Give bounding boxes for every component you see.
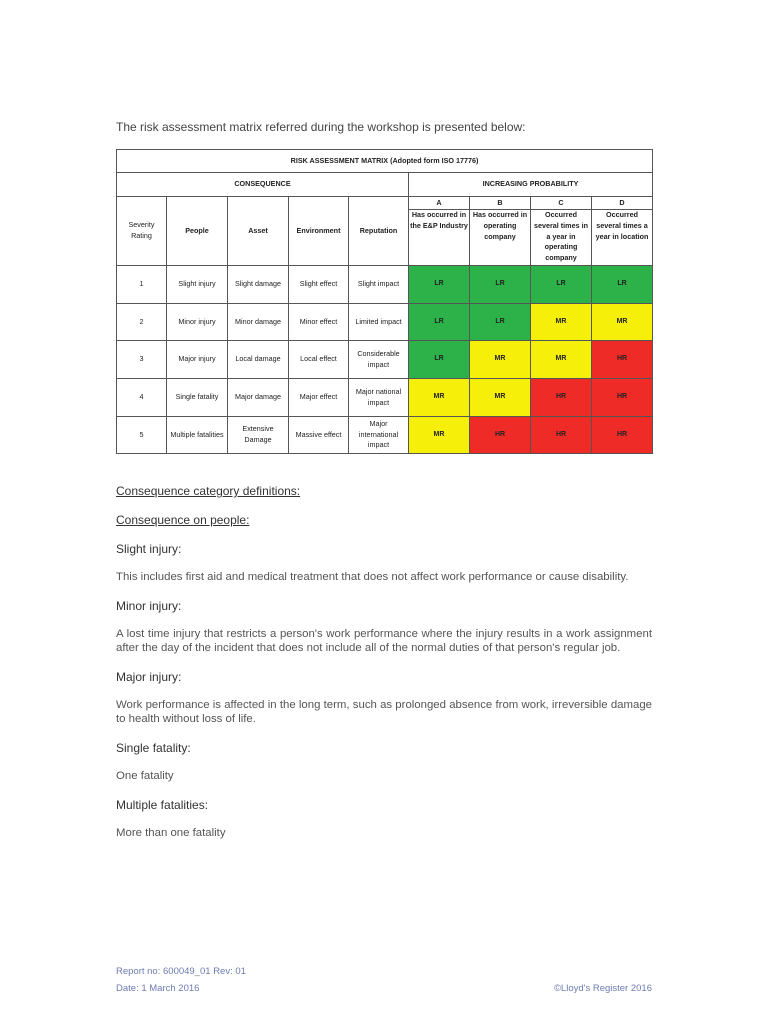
table-row (117, 266, 653, 304)
severity-rating: 1 (117, 266, 167, 304)
risk-cell: MR (531, 304, 592, 341)
risk-cell: LR (470, 266, 531, 304)
environment-cell: Minor effect (289, 304, 349, 341)
definitions-heading: Consequence category definitions: (116, 484, 301, 498)
term-multiple-fatalities: Multiple fatalities: (116, 798, 209, 812)
term-slight-injury: Slight injury: (116, 542, 182, 556)
risk-cell: MR (470, 379, 531, 417)
prob-letter-d: D (592, 197, 653, 210)
def-major-injury: Work performance is affected in the long term, such as prolonged absence from work, irreversible damage to health without loss of life. (116, 699, 652, 725)
environment-cell: Major effect (289, 379, 349, 417)
reputation-cell: Major international impact (349, 417, 409, 454)
risk-cell: MR (592, 304, 653, 341)
def-minor-injury: A lost time injury that restricts a person's work performance where the injury results in a work assignment after the day of the incident that does not include all of the normal duties of that person's regular job. (116, 628, 652, 654)
severity-header: Severity Rating (117, 197, 167, 266)
table-row (117, 379, 653, 417)
def-slight-injury: This includes first aid and medical treatment that does not affect work performance or cause disability. (116, 571, 629, 583)
term-single-fatality: Single fatality: (116, 741, 191, 755)
risk-cell: HR (592, 417, 653, 454)
asset-header: Asset (228, 197, 289, 266)
risk-cell: LR (409, 341, 470, 379)
intro-text: The risk assessment matrix referred during the workshop is presented below: (116, 120, 526, 134)
matrix-title: RISK ASSESSMENT MATRIX (Adopted form ISO 17776) (117, 150, 653, 173)
prob-desc-d: Occurred several times a year in location (592, 210, 653, 266)
asset-cell: Major damage (228, 379, 289, 417)
risk-cell: HR (470, 417, 531, 454)
asset-cell: Extensive Damage (228, 417, 289, 454)
prob-letter-b: B (470, 197, 531, 210)
risk-cell: MR (409, 417, 470, 454)
asset-cell: Local damage (228, 341, 289, 379)
prob-desc-a: Has occurred in the E&P Industry (409, 210, 470, 266)
reputation-cell: Major national impact (349, 379, 409, 417)
risk-cell: MR (531, 341, 592, 379)
risk-cell: HR (531, 417, 592, 454)
report-date: Date: 1 March 2016 (116, 983, 200, 994)
reputation-header: Reputation (349, 197, 409, 266)
reputation-cell: Considerable impact (349, 341, 409, 379)
consequence-header: CONSEQUENCE (117, 173, 409, 197)
risk-cell: HR (592, 341, 653, 379)
prob-letter-a: A (409, 197, 470, 210)
def-single-fatality: One fatality (116, 770, 174, 782)
severity-rating: 4 (117, 379, 167, 417)
risk-cell: LR (470, 304, 531, 341)
table-row (117, 417, 653, 454)
risk-assessment-matrix (116, 149, 653, 454)
probability-header: INCREASING PROBABILITY (409, 173, 653, 197)
table-row (117, 304, 653, 341)
people-header: People (167, 197, 228, 266)
people-cell: Minor injury (167, 304, 228, 341)
term-major-injury: Major injury: (116, 670, 182, 684)
risk-cell: LR (592, 266, 653, 304)
environment-cell: Slight effect (289, 266, 349, 304)
risk-cell: LR (409, 266, 470, 304)
risk-cell: LR (531, 266, 592, 304)
environment-cell: Massive effect (289, 417, 349, 454)
asset-cell: Slight damage (228, 266, 289, 304)
asset-cell: Minor damage (228, 304, 289, 341)
people-subheading: Consequence on people: (116, 513, 250, 527)
table-row (117, 341, 653, 379)
people-cell: Single fatality (167, 379, 228, 417)
people-cell: Multiple fatalities (167, 417, 228, 454)
risk-cell: HR (531, 379, 592, 417)
severity-rating: 2 (117, 304, 167, 341)
def-multiple-fatalities: More than one fatality (116, 827, 226, 839)
prob-desc-b: Has occurred in operating company (470, 210, 531, 266)
people-cell: Slight injury (167, 266, 228, 304)
report-number: Report no: 600049_01 Rev: 01 (116, 966, 246, 977)
prob-letter-c: C (531, 197, 592, 210)
severity-rating: 3 (117, 341, 167, 379)
risk-cell: LR (409, 304, 470, 341)
environment-cell: Local effect (289, 341, 349, 379)
reputation-cell: Limited impact (349, 304, 409, 341)
severity-rating: 5 (117, 417, 167, 454)
risk-cell: HR (592, 379, 653, 417)
environment-header: Environment (289, 197, 349, 266)
risk-cell: MR (409, 379, 470, 417)
reputation-cell: Slight impact (349, 266, 409, 304)
term-minor-injury: Minor injury: (116, 599, 182, 613)
risk-cell: MR (470, 341, 531, 379)
people-cell: Major injury (167, 341, 228, 379)
prob-desc-c: Occurred several times in a year in operating company (531, 210, 592, 266)
copyright: ©Lloyd's Register 2016 (553, 983, 652, 994)
